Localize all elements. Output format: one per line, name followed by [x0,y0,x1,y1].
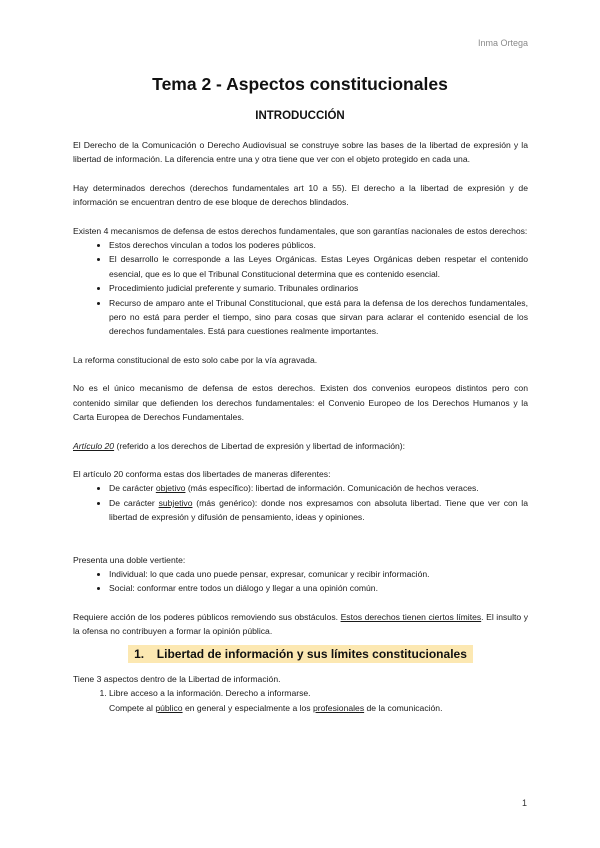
list-item: 1. Libre acceso a la información. Derecho a informarse. [109,686,528,700]
page-number: 1 [521,798,527,808]
profesionales-underlined: profesionales [313,702,365,713]
articulo-20-rest: (referido a los derechos de Libertad de expresión y libertad de información): [114,440,406,451]
aspectos-list [73,686,528,700]
paragraph-3-intro: Existen 4 mecanismos de defensa de estos derechos fundamentales, que son garantías nacionales de estos derechos: [73,225,528,236]
list-item: • Social: conformar entre todos un diálogo y llegar a una opinión común. [109,581,528,595]
list-item: • Estos derechos vinculan a todos los poderes públicos. [109,238,528,252]
vertientes-list [73,567,528,596]
paragraph-4: La reforma constitucional de esto solo cabe por la vía agravada. [73,354,318,365]
term-subjetivo: subjetivo [158,497,193,508]
mechanisms-list [73,238,528,339]
articulo-20-label: Artículo 20 [73,440,115,451]
caracter-list [73,481,528,524]
list-item: • El desarrollo le corresponde a las Leyes Orgánicas. Estas Leyes Orgánicas deben respetar el contenido esencial, que es lo que el Tribunal Constitucional determina que es contenido esencial. [109,252,528,281]
section-1-title: Libertad de información y sus límites constitucionales [154,645,470,663]
list-item: • De carácter subjetivo (más genérico): donde nos expresamos con absoluta libertad. Tiene que ver con la libertad de expresión y difusión de pensamiento, ideas y opiniones. [109,496,528,525]
paragraph-7-intro: Presenta una doble vertiente: [73,554,186,565]
list-item: • Recurso de amparo ante el Tribunal Constitucional, que está para la defensa de los derechos fundamentales, pero no está para perder el tiempo, sino para cosas que sirvan para aclarar el contenido esencial de los derechos fundamentales. Está para cuestiones realmente importantes. [109,296,528,339]
paragraph-8: Requiere acción de los poderes públicos removiendo sus obstáculos. Estos derechos tienen ciertos límites. El insulto y la ofensa no contribuyen a formar la opinión pública. [73,611,528,637]
section-1-heading [73,647,528,662]
document-body [73,138,528,715]
section-1-number: 1. [131,645,147,663]
header-author: Inma Ortega [477,38,528,48]
list-item: • Procedimiento judicial preferente y sumario. Tribunales ordinarios [109,281,528,295]
list-item: • De carácter objetivo (más específico): libertad de información. Comunicación de hechos veraces. [109,481,528,495]
section-heading-introduccion: INTRODUCCIÓN [255,110,345,122]
document-title: Tema 2 - Aspectos constitucionales [152,74,448,94]
aspecto-1-detail: Compete al público en general y especialmente a los profesionales de la comunicación. [109,702,443,713]
articulo-20-line [73,439,528,453]
paragraph-5: No es el único mecanismo de defensa de estos derechos. Existen dos convenios europeos distintos pero con contenido similar que defienden los derechos fundamentales: el Convenio Europeo de los Derechos Humanos y la Carta Europea de Derechos Fundamentales. [73,383,528,423]
paragraph-9-intro: Tiene 3 aspectos dentro de la Libertad de información. [73,673,281,684]
list-item: • Individual: lo que cada uno puede pensar, expresar, comunicar y recibir información. [109,567,528,581]
paragraph-2: Hay determinados derechos (derechos fundamentales art 10 a 55). El derecho a la libertad de expresión y de información se encuentran dentro de ese bloque de derechos blindados. [73,182,528,208]
limits-underlined: Estos derechos tienen ciertos límites [340,611,482,622]
paragraph-6-intro: El artículo 20 conforma estas dos libertades de maneras diferentes: [73,468,331,479]
term-objetivo: objetivo [155,483,186,494]
publico-underlined: público [155,702,183,713]
paragraph-1: El Derecho de la Comunicación o Derecho Audiovisual se construye sobre las bases de la libertad de expresión y la libertad de información. La diferencia entre una y otra tiene que ver con el objeto protegido en cada una. [73,140,528,165]
